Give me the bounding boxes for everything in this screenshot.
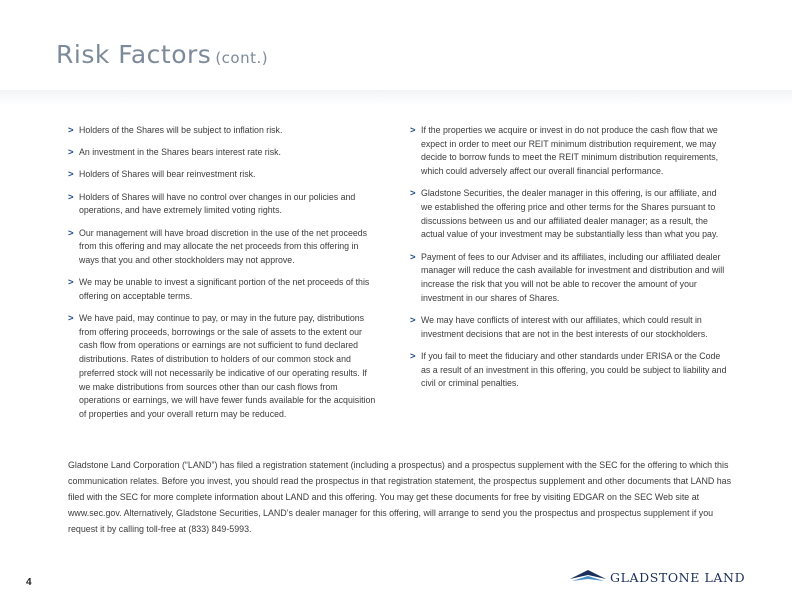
chevron-right-icon: > [68, 125, 74, 136]
risk-item: > We have paid, may continue to pay, or may in the future pay, distributions from offering proceeds, borrowings or the sale of assets to the extent our cash flow from operations or earnings are not sufficient to fund declared distributions. Rates of distribution to holders of our common stock and preferred stock will not necessarily be indicative of our operating results. If we make distributions from sources other than our cash flows from operations or earnings, we will have fewer funds available for the acquisition of properties and your overall return may be reduced. [68, 313, 376, 419]
page-number: 4 [26, 577, 32, 588]
risk-item: > Holders of the Shares will be subject to inflation risk. [68, 125, 283, 136]
title-main: Risk Factors [56, 40, 212, 69]
title-suffix: (cont.) [215, 49, 269, 67]
risk-list-left [68, 124, 380, 430]
chevron-right-icon: > [410, 350, 416, 362]
chevron-right-icon: > [410, 125, 416, 136]
page-title [56, 40, 268, 69]
chevron-right-icon: > [410, 188, 416, 200]
risk-list-right [410, 124, 728, 399]
risk-item: > We may be unable to invest a significant portion of the net proceeds of this offering on acceptable terms. [68, 277, 370, 301]
chevron-right-icon: > [68, 227, 74, 239]
risk-item: > Holders of Shares will have no control over changes in our policies and operations, and have extremely limited voting rights. [68, 191, 356, 216]
logo-text: GLADSTONE LAND [610, 570, 746, 585]
chevron-right-icon: > [68, 313, 74, 325]
gladstone-land-logo [570, 566, 745, 590]
chevron-right-icon: > [410, 314, 416, 326]
chevron-right-icon: > [68, 191, 74, 203]
risk-item: > We may have conflicts of interest with our affiliates, which could result in investment decisions that are not in the best interests of our stockholders. [410, 314, 708, 339]
header-divider [0, 90, 792, 106]
chevron-right-icon: > [68, 169, 74, 181]
risk-item: > If you fail to meet the fiduciary and other standards under ERISA or the Code as a result of an investment in this offering, you could be subject to liability and civil or criminal penalties. [410, 350, 727, 389]
risk-item: > Our management will have broad discretion in the use of the net proceeds from this offering and may allocate the net proceeds from this offering in ways that you and other stockholders may not approve. [68, 227, 368, 265]
risk-item: > Holders of Shares will bear reinvestment risk. [68, 169, 256, 181]
risk-item: > An investment in the Shares bears interest rate risk. [68, 147, 281, 159]
sec-disclaimer: Gladstone Land Corporation (“LAND”) has filed a registration statement (including a prospectus) and a prospectus supplement with the SEC for the offering to which this communication relates. Before you invest, you should read the prospectus in that registration statement, the prospectus supplement and other documents that LAND has filed with the SEC for more complete information about LAND and this offering. You may get these documents for free by visiting EDGAR on the SEC Web site at www.sec.gov. Alternatively, Gladstone Securities, LAND’s dealer manager for this offering, will arrange to send you the prospectus and prospectus supplement if you request it by calling toll-free at (833) 849-5993. [68, 460, 732, 534]
logo-mark-icon [570, 569, 606, 583]
chevron-right-icon: > [68, 277, 74, 289]
chevron-right-icon: > [68, 147, 74, 159]
risk-item: > If the properties we acquire or invest in do not produce the cash flow that we expect in order to meet our REIT minimum distribution requirement, we may decide to borrow funds to meet the REIT minimum distribution requirements, which could adversely affect our overall financial performance. [410, 125, 719, 177]
chevron-right-icon: > [410, 251, 416, 263]
risk-item: > Payment of fees to our Adviser and its affiliates, including our affiliated dealer manager will reduce the cash available for investment and distribution and will increase the risk that you will not be able to recover the amount of your investment in our shares of Shares. [410, 251, 725, 303]
risk-item: > Gladstone Securities, the dealer manager in this offering, is our affiliate, and we established the offering price and other terms for the Shares pursuant to discussions between us and our affiliated dealer manager; as a result, the actual value of your investment may be substantially less than what you pay. [410, 188, 719, 240]
